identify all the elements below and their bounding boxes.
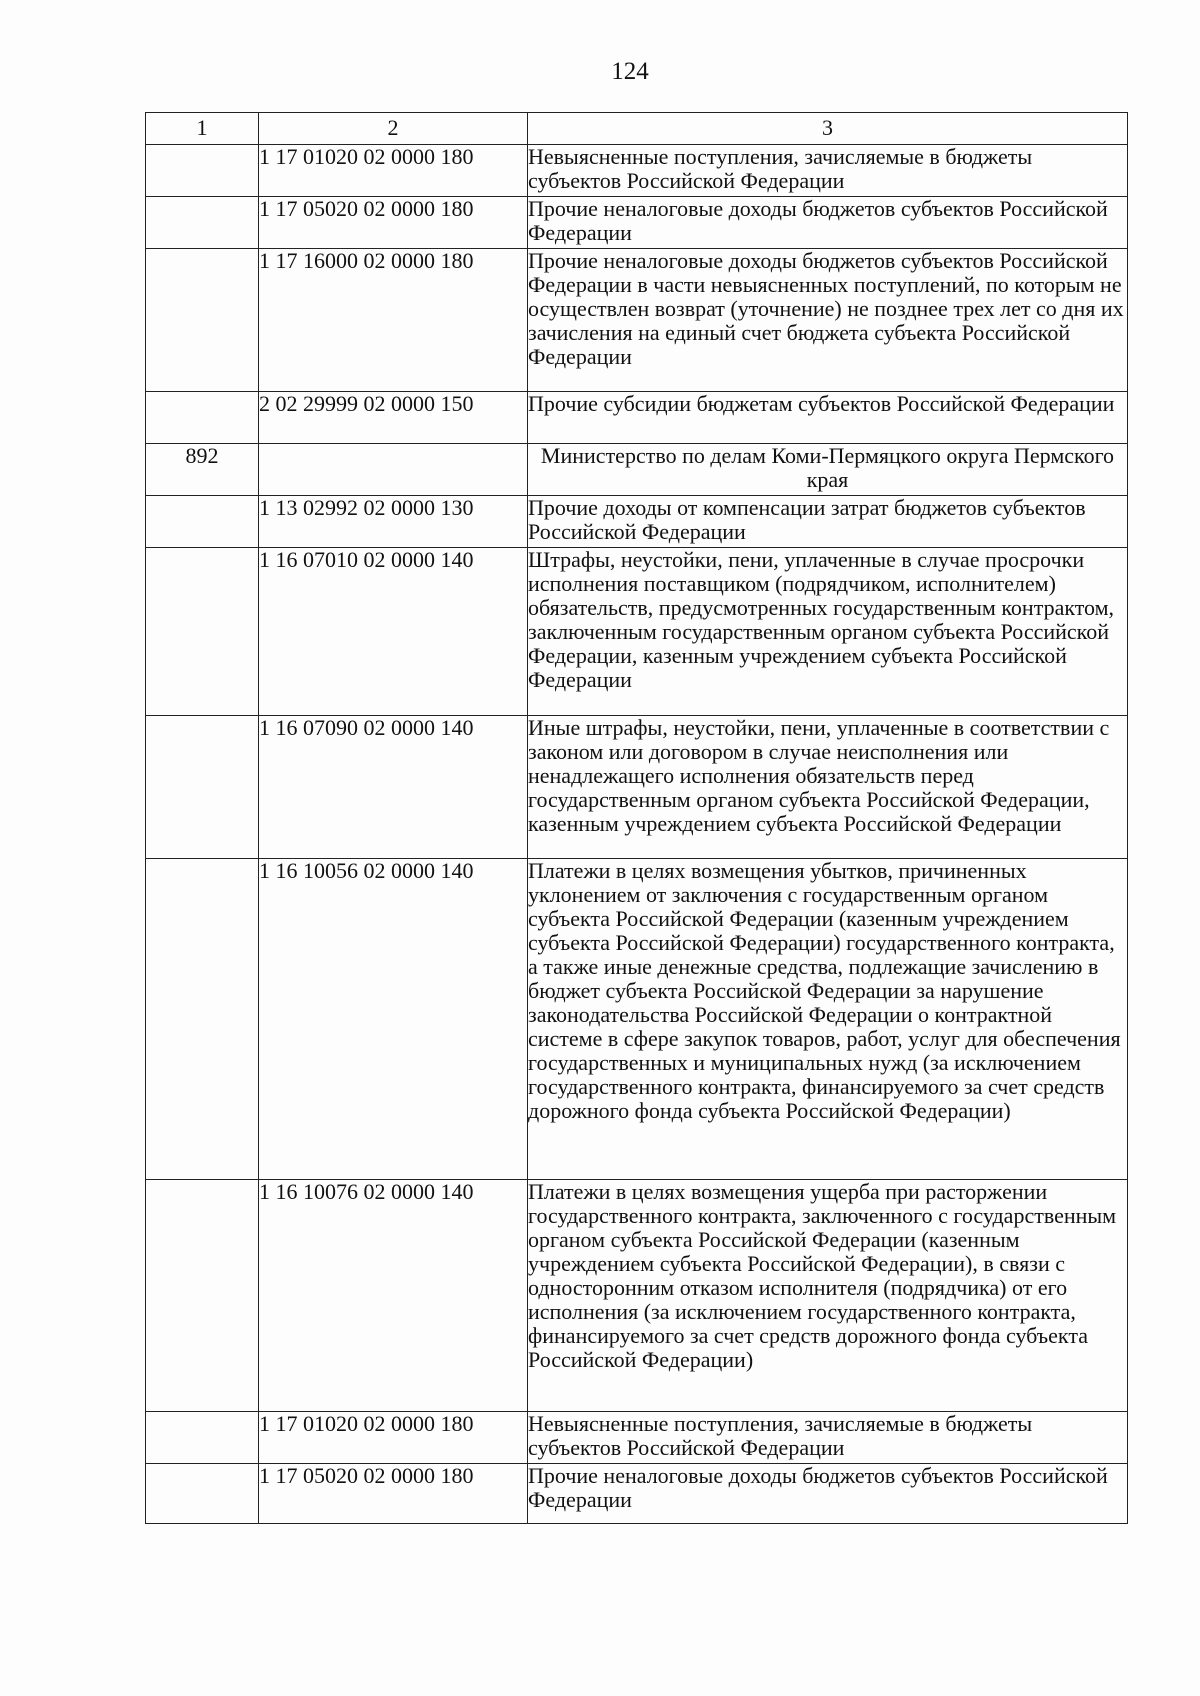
- table-row: [146, 249, 1128, 392]
- administrator-code-cell: [146, 716, 259, 859]
- table-body: [146, 145, 1128, 1524]
- administrator-code-cell: [146, 859, 259, 1180]
- budget-classification-code-cell: 1 17 16000 02 0000 180: [259, 249, 528, 392]
- administrator-code-cell: 892: [146, 444, 259, 496]
- budget-classification-code-cell: 1 17 01020 02 0000 180: [259, 145, 528, 197]
- administrator-code-cell: [146, 548, 259, 716]
- table-row: [146, 392, 1128, 444]
- revenue-name-cell: Прочие доходы от компенсации затрат бюджетов субъектов Российской Федерации: [528, 496, 1128, 548]
- column-header-2: 2: [259, 113, 528, 145]
- budget-classification-code-cell: 1 17 05020 02 0000 180: [259, 197, 528, 249]
- table-row: [146, 1180, 1128, 1412]
- revenue-name-cell: Штрафы, неустойки, пени, уплаченные в случае просрочки исполнения поставщиком (подрядчиком, исполнителем) обязательств, предусмотренных государственным контрактом, заключенным государственным органом субъекта Российской Федерации, казенным учреждением субъекта Российской Федерации: [528, 548, 1128, 716]
- revenue-name-cell: Невыясненные поступления, зачисляемые в бюджеты субъектов Российской Федерации: [528, 145, 1128, 197]
- revenue-name-cell: Министерство по делам Коми-Пермяцкого округа Пермского края: [528, 444, 1128, 496]
- table-row: [146, 496, 1128, 548]
- administrator-code-cell: [146, 496, 259, 548]
- revenue-name-cell: Невыясненные поступления, зачисляемые в бюджеты субъектов Российской Федерации: [528, 1412, 1128, 1464]
- budget-classification-code-cell: 1 13 02992 02 0000 130: [259, 496, 528, 548]
- table-row: [146, 716, 1128, 859]
- budget-classification-code-cell: 1 16 07010 02 0000 140: [259, 548, 528, 716]
- revenue-name-cell: Прочие субсидии бюджетам субъектов Российской Федерации: [528, 392, 1128, 444]
- table-header-row: [146, 113, 1128, 145]
- administrator-code-cell: [146, 197, 259, 249]
- revenue-name-cell: Прочие неналоговые доходы бюджетов субъектов Российской Федерации: [528, 1464, 1128, 1524]
- revenue-name-cell: Платежи в целях возмещения ущерба при расторжении государственного контракта, заключенного с государственным органом субъекта Российской Федерации (казенным учреждением субъекта Российской Федерации), в связи с односторонним отказом исполнителя (подрядчика) от его исполнения (за исключением государственного контракта, финансируемого за счет средств дорожного фонда субъекта Российской Федерации): [528, 1180, 1128, 1412]
- table-row: [146, 145, 1128, 197]
- budget-classification-code-cell: 2 02 29999 02 0000 150: [259, 392, 528, 444]
- table-row: [146, 1464, 1128, 1524]
- administrator-code-cell: [146, 1180, 259, 1412]
- budget-classification-code-cell: 1 17 01020 02 0000 180: [259, 1412, 528, 1464]
- table-row: [146, 859, 1128, 1180]
- table-row: [146, 548, 1128, 716]
- revenue-name-cell: Прочие неналоговые доходы бюджетов субъектов Российской Федерации: [528, 197, 1128, 249]
- table-row: [146, 197, 1128, 249]
- budget-classification-code-cell: 1 16 10076 02 0000 140: [259, 1180, 528, 1412]
- administrator-code-cell: [146, 249, 259, 392]
- budget-classification-code-cell: 1 16 10056 02 0000 140: [259, 859, 528, 1180]
- revenue-name-cell: Прочие неналоговые доходы бюджетов субъектов Российской Федерации в части невыясненных поступлений, по которым не осуществлен возврат (уточнение) не позднее трех лет со дня их зачисления на единый счет бюджета субъекта Российской Федерации: [528, 249, 1128, 392]
- revenue-name-cell: Иные штрафы, неустойки, пени, уплаченные в соответствии с законом или договором в случае неисполнения или ненадлежащего исполнения обязательств перед государственным органом субъекта Российской Федерации, казенным учреждением субъекта Российской Федерации: [528, 716, 1128, 859]
- table-row: [146, 1412, 1128, 1464]
- column-header-1: 1: [146, 113, 259, 145]
- budget-classification-code-cell: [259, 444, 528, 496]
- administrator-heading-row: [146, 444, 1128, 496]
- administrator-code-cell: [146, 1464, 259, 1524]
- column-header-3: 3: [528, 113, 1128, 145]
- revenue-code-table: [145, 112, 1128, 1524]
- budget-classification-code-cell: 1 17 05020 02 0000 180: [259, 1464, 528, 1524]
- budget-classification-code-cell: 1 16 07090 02 0000 140: [259, 716, 528, 859]
- administrator-code-cell: [146, 1412, 259, 1464]
- revenue-name-cell: Платежи в целях возмещения убытков, причиненных уклонением от заключения с государственным органом субъекта Российской Федерации (казенным учреждением субъекта Российской Федерации) государственного контракта, а также иные денежные средства, подлежащие зачислению в бюджет субъекта Российской Федерации за нарушение законодательства Российской Федерации о контрактной системе в сфере закупок товаров, работ, услуг для обеспечения государственных и муниципальных нужд (за исключением государственного контракта, финансируемого за счет средств дорожного фонда субъекта Российской Федерации): [528, 859, 1128, 1180]
- administrator-code-cell: [146, 145, 259, 197]
- administrator-code-cell: [146, 392, 259, 444]
- page-number: 124: [611, 58, 649, 85]
